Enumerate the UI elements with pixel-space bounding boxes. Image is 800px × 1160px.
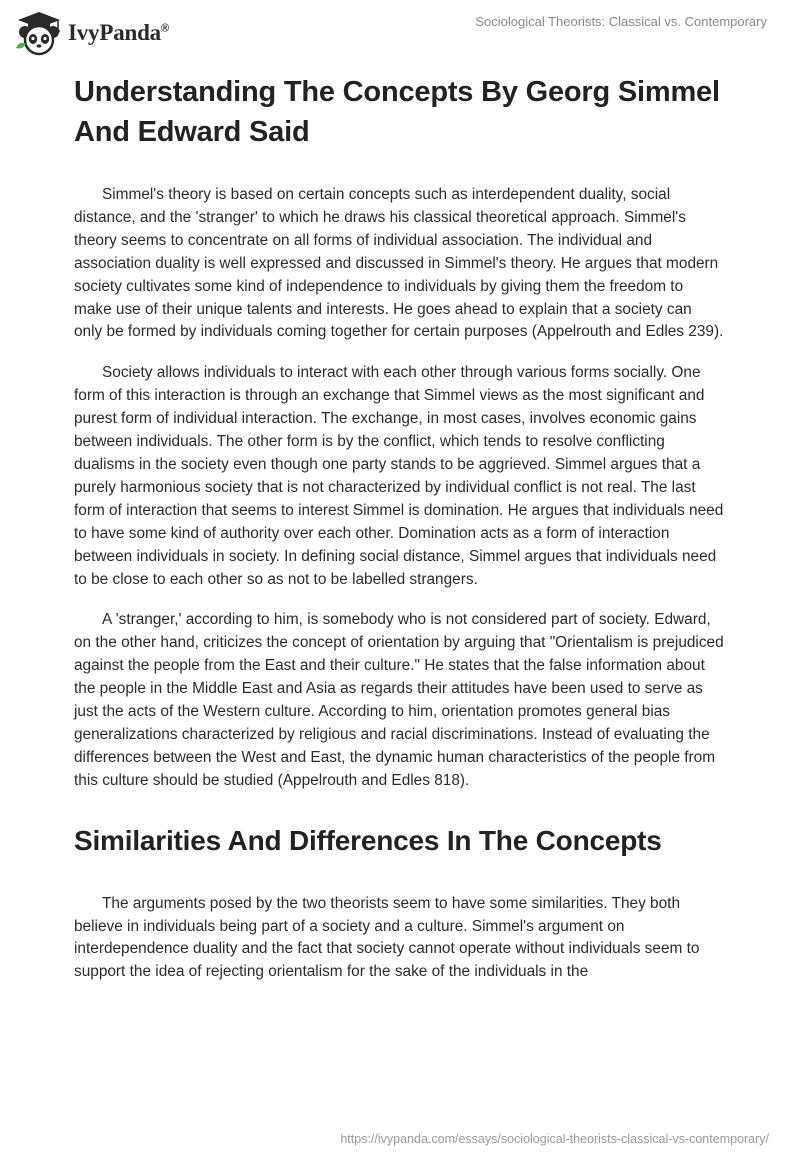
document-title: Sociological Theorists: Classical vs. Contemporary (475, 14, 767, 29)
section-heading-concepts: Understanding The Concepts By Georg Simmel And Edward Said (74, 76, 720, 148)
brand-name: IvyPanda® (68, 20, 169, 45)
page-header (0, 0, 800, 60)
brand-logo[interactable] (14, 10, 169, 56)
paragraph: Simmel's theory is based on certain concepts such as interdependent duality, social distance, and the 'stranger' to which he draws his classical theoretical approach. Simmel's theory seems to concentrate on all forms of individual association. The individual and association duality is well expressed and discussed in Simmel's theory. He argues that modern society cultivates some kind of independence to individuals by giving them the freedom to make use of their unique talents and interests. He goes ahead to explain that a society can only be formed by individuals coming together for certain purposes (Appelrouth and Edles 239). (74, 186, 724, 341)
section-heading-similarities: Similarities And Differences In The Concepts (74, 824, 662, 856)
registered-mark: ® (160, 22, 169, 35)
panda-graduate-icon (14, 10, 64, 56)
essay-content (74, 72, 724, 1002)
paragraph: The arguments posed by the two theorists seem to have some similarities. They both believe in individuals being part of a society and a culture. Simmel's argument on interdependence duality and the fact that society cannot operate without individuals seem to support the idea of rejecting orientalism for the sake of the individuals in the (74, 894, 700, 981)
source-url-link[interactable]: https://ivypanda.com/essays/sociological-theorists-classical-vs-contemporary/ (340, 1132, 769, 1146)
paragraph: A 'stranger,' according to him, is somebody who is not considered part of society. Edward, on the other hand, criticizes the concept of orientation by arguing that "Orientalism is prejudiced against the people from the East and their culture." He states that the false information about the people in the Middle East and Asia as regards their attitudes have been used to serve as just the acts of the Western culture. According to him, orientation promotes general bias generalizations characterized by religious and racial discriminations. Instead of evaluating the differences between the West and East, the dynamic human characteristics of the people from this culture should be studied (Appelrouth and Edles 818). (74, 611, 724, 789)
paragraph: Society allows individuals to interact with each other through various forms socially. One form of this interaction is through an exchange that Simmel views as the most significant and purest form of individual interaction. The exchange, in most cases, involves economic gains between individuals. The other form is by the conflict, which tends to resolve conflicting dualisms in the society even though one party stands to be aggrieved. Simmel argues that a purely harmonious society that is not characterized by individual conflict is not real. The last form of interaction that seems to interest Simmel is domination. He argues that individuals need to have some kind of authority over each other. Domination acts as a form of interaction between individuals in society. In defining social distance, Simmel argues that individuals need to be close to each other so as not to be labelled strangers. (74, 364, 724, 588)
